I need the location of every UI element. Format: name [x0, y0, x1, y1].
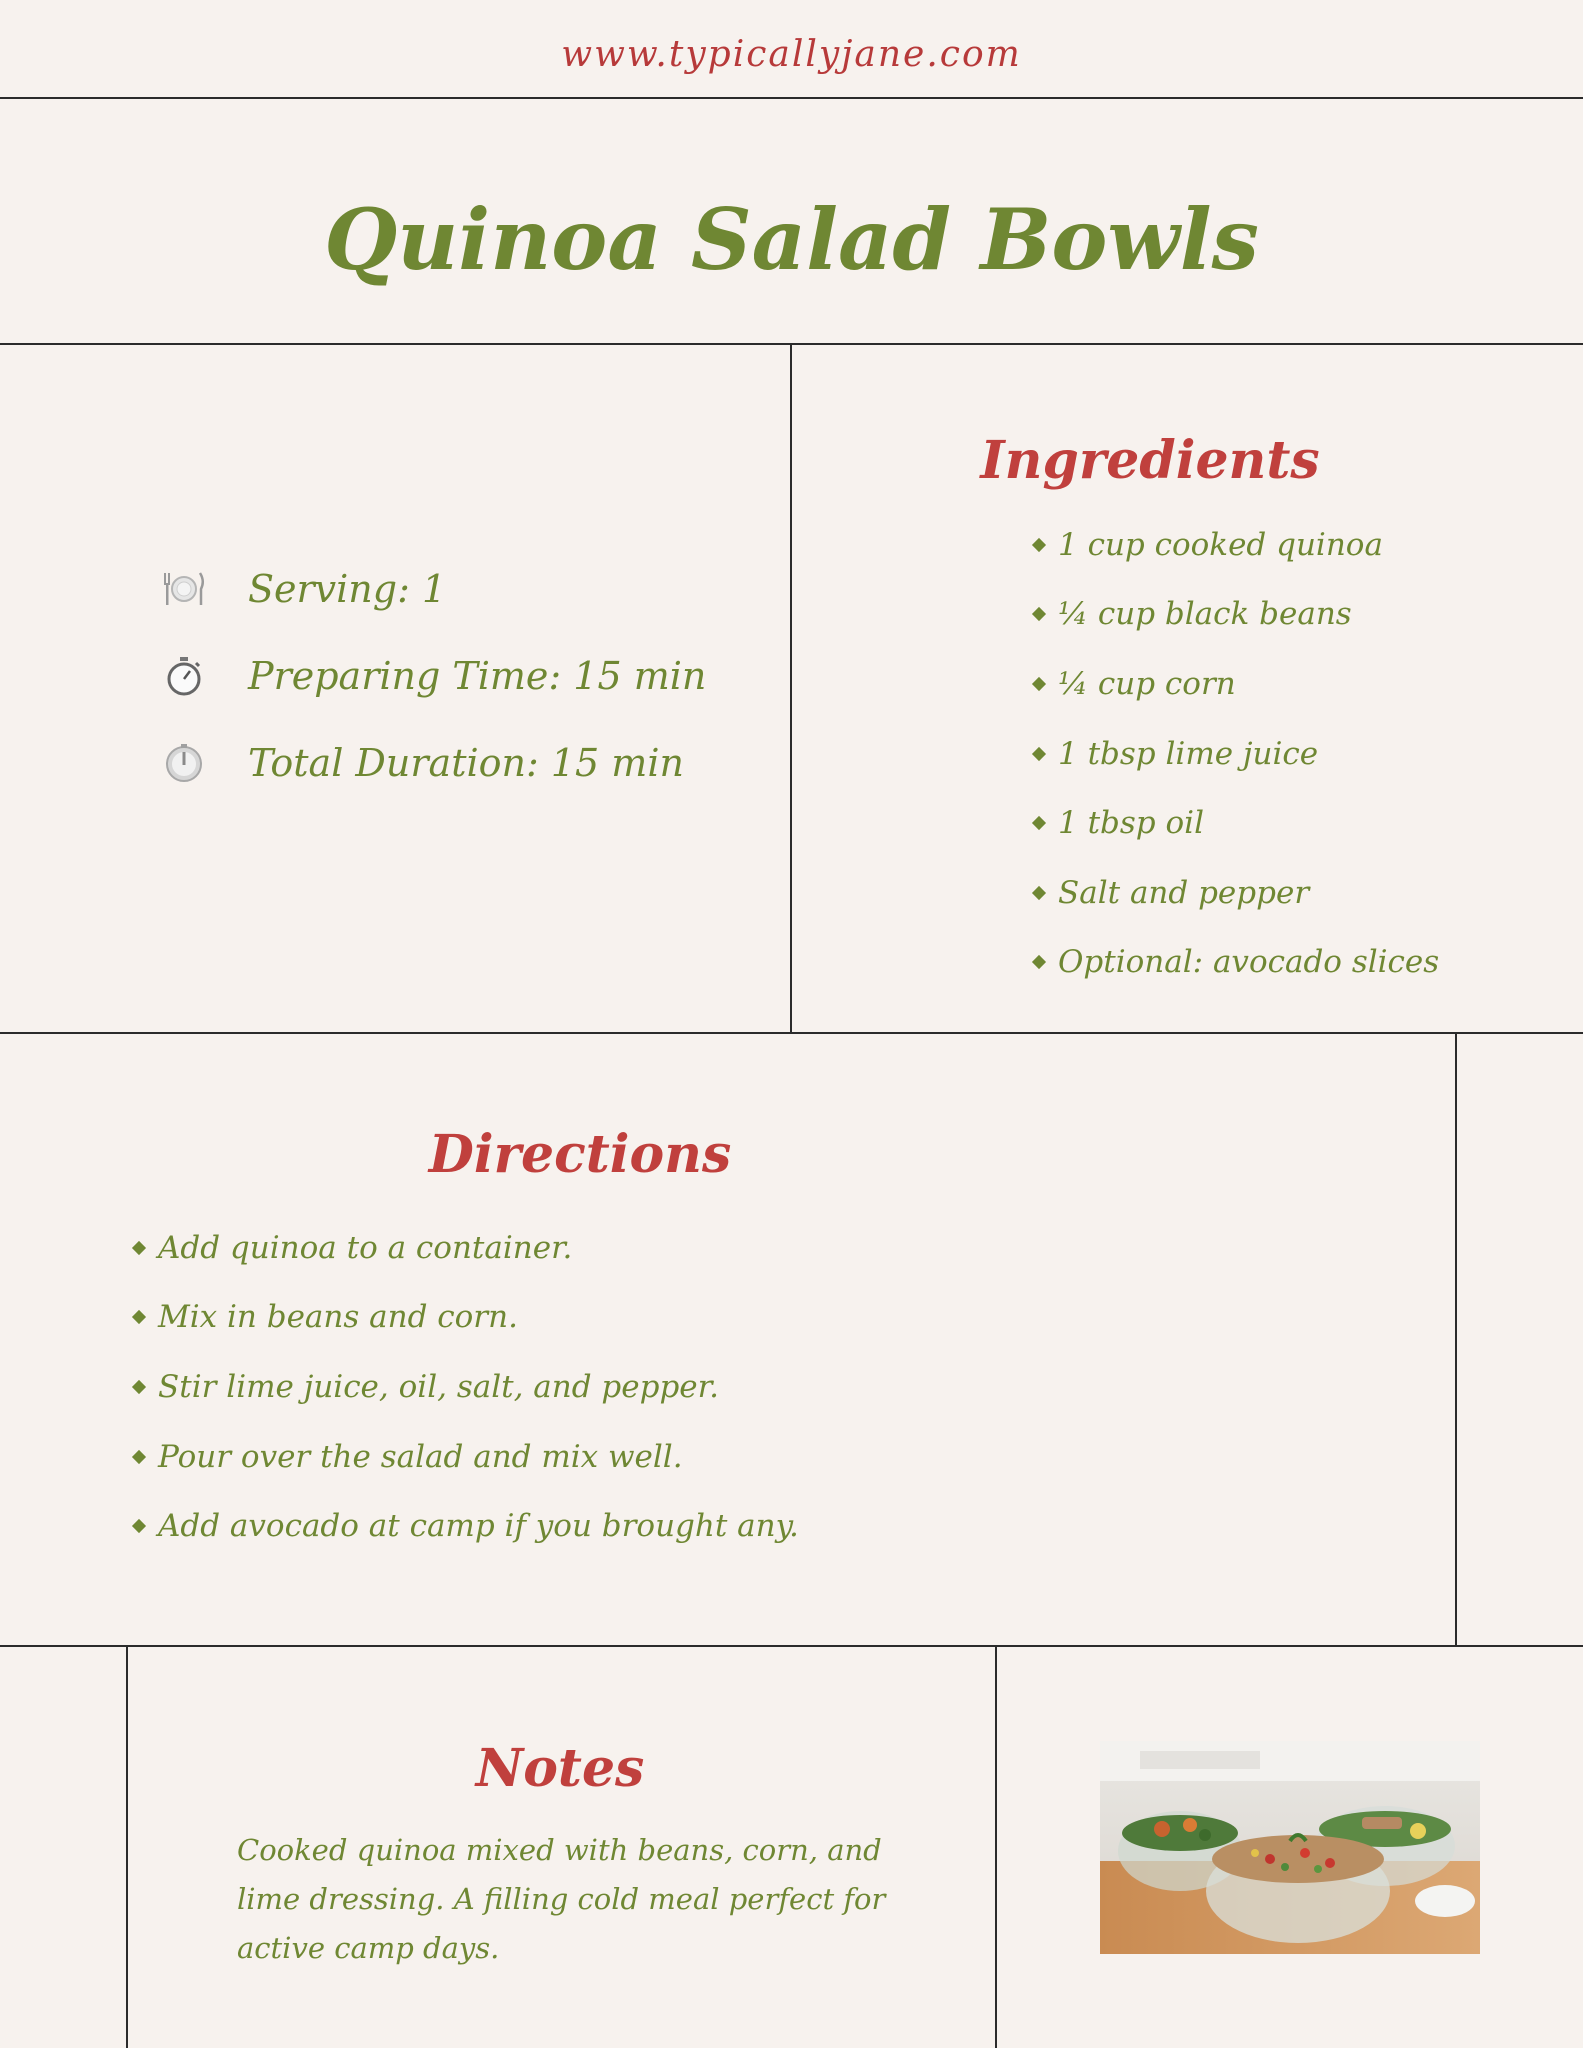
directions-column-divider: [1455, 1032, 1457, 1646]
stopwatch-icon: [160, 652, 208, 700]
list-item: Pour over the salad and mix well.: [134, 1422, 799, 1492]
list-item: Salt and pepper: [1034, 858, 1439, 928]
timer-icon: [160, 739, 208, 787]
list-item: Optional: avocado slices: [1034, 928, 1439, 998]
notes-text: Cooked quinoa mixed with beans, corn, and lime dressing. A filling cold meal perfect for active camp days.: [237, 1833, 886, 1965]
bullet-icon: [1032, 607, 1046, 621]
bullet-icon: [1032, 747, 1046, 761]
bullet-icon: [132, 1310, 146, 1324]
list-item: 1 tbsp oil: [1034, 788, 1439, 858]
list-item: Add avocado at camp if you brought any.: [134, 1491, 799, 1561]
ingredients-heading: Ingredients: [980, 430, 1320, 491]
site-url[interactable]: www.typicallyjane.com: [561, 34, 1022, 75]
notes-left-divider: [126, 1645, 128, 2048]
list-item: Mix in beans and corn.: [134, 1283, 799, 1353]
bullet-icon: [1032, 955, 1046, 969]
preparing-time-info: [160, 647, 706, 705]
list-item: 1 cup cooked quinoa: [1034, 510, 1439, 580]
salad-bowls-photo: [1100, 1741, 1480, 1954]
serving-text: Serving: 1: [248, 567, 447, 611]
recipe-meta: [160, 560, 706, 821]
directions-heading: Directions: [428, 1124, 732, 1185]
info-divider: [0, 1032, 1583, 1034]
plate-icon: [160, 565, 208, 613]
preparing-time-text: Preparing Time: 15 min: [248, 654, 707, 698]
bullet-icon: [1032, 816, 1046, 830]
ingredients-list: [1034, 510, 1439, 997]
total-duration-text: Total Duration: 15 min: [248, 741, 684, 785]
list-item: Add quinoa to a container.: [134, 1213, 799, 1283]
list-item: Stir lime juice, oil, salt, and pepper.: [134, 1352, 799, 1422]
bullet-icon: [132, 1241, 146, 1255]
bullet-icon: [132, 1519, 146, 1533]
bullet-icon: [1032, 677, 1046, 691]
notes-right-divider: [995, 1645, 997, 2048]
serving-info: [160, 560, 706, 618]
notes-heading: Notes: [475, 1738, 645, 1799]
list-item: ¼ cup black beans: [1034, 580, 1439, 650]
bullet-icon: [1032, 886, 1046, 900]
directions-list: [134, 1213, 799, 1561]
directions-divider: [0, 1645, 1583, 1647]
list-item: ¼ cup corn: [1034, 649, 1439, 719]
list-item: 1 tbsp lime juice: [1034, 719, 1439, 789]
page-title: Quinoa Salad Bowls: [324, 190, 1259, 289]
bullet-icon: [1032, 538, 1046, 552]
bullet-icon: [132, 1450, 146, 1464]
bullet-icon: [132, 1380, 146, 1394]
info-column-divider: [790, 343, 792, 1033]
total-duration-info: [160, 734, 706, 792]
header-divider: [0, 97, 1583, 99]
